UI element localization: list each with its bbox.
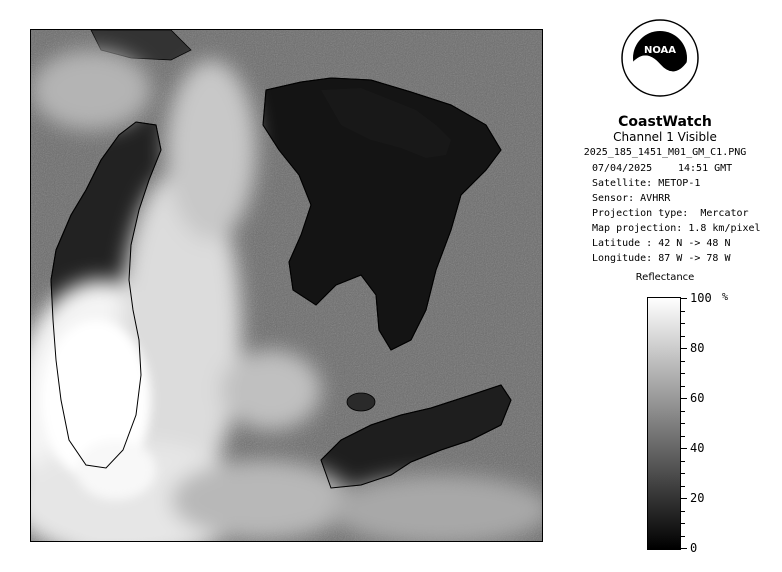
projection-type-label: Projection type: Mercator [592,208,749,219]
product-title: CoastWatch [618,114,712,130]
great-lakes-map [31,30,542,541]
colorbar-tick-label: 40 [690,441,705,455]
filename: 2025_185_1451_M01_GM_C1.PNG [583,147,747,158]
map-projection-label: Map projection: 1.8 km/pixel [592,223,761,234]
colorbar-major-tick [681,348,687,349]
colorbar-minor-tick [681,486,685,487]
colorbar-major-tick [681,448,687,449]
colorbar-tick-label: 0 [690,541,698,555]
colorbar-tick-label: 100 [690,291,712,305]
colorbar-tick-label: 80 [690,341,705,355]
colorbar-minor-tick [681,423,685,424]
colorbar-tick-label: 60 [690,391,705,405]
colorbar-title: Reflectance [635,272,695,283]
colorbar-tick-label: 20 [690,491,705,505]
colorbar-minor-tick [681,336,685,337]
colorbar-minor-tick [681,386,685,387]
svg-text:NOAA: NOAA [643,45,677,56]
colorbar-minor-tick [681,373,685,374]
colorbar-minor-tick [681,323,685,324]
colorbar-minor-tick [681,536,685,537]
noaa-logo [620,18,700,98]
longitude-label: Longitude: 87 W -> 78 W [592,253,731,264]
colorbar [647,297,681,550]
latitude-label: Latitude : 42 N -> 48 N [592,238,731,249]
colorbar-major-tick [681,398,687,399]
colorbar-major-tick [681,548,687,549]
colorbar-minor-tick [681,436,685,437]
channel-subtitle: Channel 1 Visible [613,130,717,144]
satellite-image [30,29,543,542]
lake-st-clair [347,393,375,411]
colorbar-major-tick [681,498,687,499]
colorbar-major-tick [681,298,687,299]
colorbar-minor-tick [681,473,685,474]
colorbar-minor-tick [681,311,685,312]
time-label: 14:51 GMT [678,163,733,174]
colorbar-minor-tick [681,411,685,412]
satellite-label: Satellite: METOP-1 [592,178,701,189]
date-label: 07/04/2025 [592,163,653,174]
colorbar-minor-tick [681,523,685,524]
colorbar-minor-tick [681,511,685,512]
colorbar-unit: % [722,292,729,303]
sensor-label: Sensor: AVHRR [592,193,671,204]
colorbar-minor-tick [681,361,685,362]
colorbar-minor-tick [681,461,685,462]
